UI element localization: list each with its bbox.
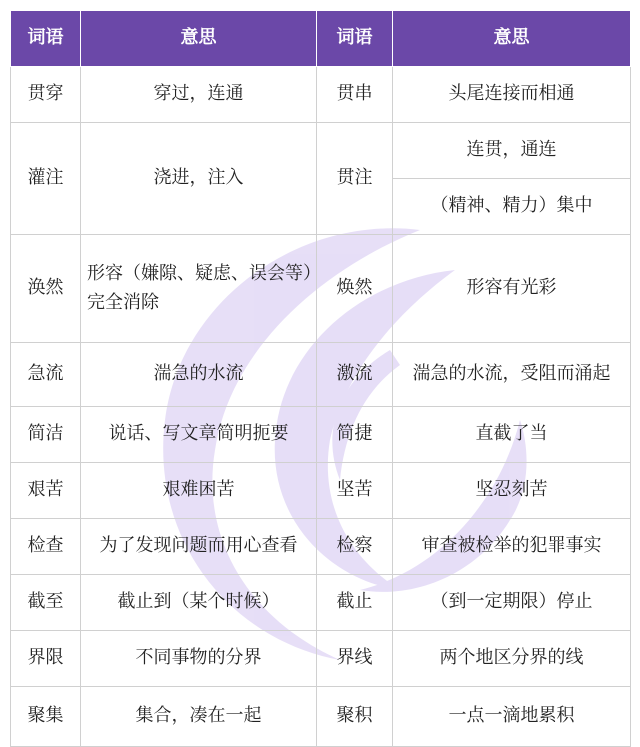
meaning-cell: （到一定期限）停止 [393, 575, 631, 631]
meaning-cell: 截止到（某个时候） [81, 575, 317, 631]
word-cell: 简洁 [11, 407, 81, 463]
meaning-cell: 两个地区分界的线 [393, 631, 631, 687]
word-cell: 检查 [11, 519, 81, 575]
meaning-cell: 不同事物的分界 [81, 631, 317, 687]
table-row [11, 67, 631, 123]
meaning-cell: 穿过，连通 [81, 67, 317, 123]
table-row [11, 343, 631, 407]
table-row [11, 235, 631, 343]
meaning-cell: 一点一滴地累积 [393, 687, 631, 747]
header-meaning-1: 意思 [81, 11, 317, 67]
table-row [11, 687, 631, 747]
word-cell: 急流 [11, 343, 81, 407]
word-cell: 涣然 [11, 235, 81, 343]
word-cell: 聚集 [11, 687, 81, 747]
word-cell: 截至 [11, 575, 81, 631]
word-cell: 坚苦 [317, 463, 393, 519]
word-cell: 焕然 [317, 235, 393, 343]
meaning-cell: 形容有光彩 [393, 235, 631, 343]
word-cell: 贯串 [317, 67, 393, 123]
table-row [11, 407, 631, 463]
meaning-cell: 集合，凑在一起 [81, 687, 317, 747]
word-cell: 检察 [317, 519, 393, 575]
meaning-cell: 浇进，注入 [81, 123, 317, 235]
word-cell: 艰苦 [11, 463, 81, 519]
meaning-cell: （精神、精力）集中 [393, 179, 631, 235]
word-cell: 贯穿 [11, 67, 81, 123]
table-header-row [11, 11, 631, 67]
word-cell: 贯注 [317, 123, 393, 235]
meaning-cell: 直截了当 [393, 407, 631, 463]
meaning-cell: 艰难困苦 [81, 463, 317, 519]
header-word-1: 词语 [11, 11, 81, 67]
word-cell: 界限 [11, 631, 81, 687]
word-cell: 激流 [317, 343, 393, 407]
word-cell: 界线 [317, 631, 393, 687]
meaning-cell: 坚忍刻苦 [393, 463, 631, 519]
meaning-cell: 头尾连接而相通 [393, 67, 631, 123]
table-row [11, 575, 631, 631]
table-row [11, 123, 631, 179]
table-row [11, 519, 631, 575]
table-row [11, 463, 631, 519]
word-cell: 简捷 [317, 407, 393, 463]
word-meaning-table [10, 10, 631, 747]
table-row [11, 631, 631, 687]
header-word-2: 词语 [317, 11, 393, 67]
header-meaning-2: 意思 [393, 11, 631, 67]
word-cell: 灌注 [11, 123, 81, 235]
meaning-cell: 形容（嫌隙、疑虑、误会等）完全消除 [81, 235, 317, 343]
meaning-cell: 说话、写文章简明扼要 [81, 407, 317, 463]
meaning-cell: 审查被检举的犯罪事实 [393, 519, 631, 575]
word-cell: 截止 [317, 575, 393, 631]
word-cell: 聚积 [317, 687, 393, 747]
meaning-cell: 为了发现问题而用心查看 [81, 519, 317, 575]
meaning-cell: 湍急的水流，受阻而涌起 [393, 343, 631, 407]
meaning-cell: 连贯，通连 [393, 123, 631, 179]
meaning-cell: 湍急的水流 [81, 343, 317, 407]
